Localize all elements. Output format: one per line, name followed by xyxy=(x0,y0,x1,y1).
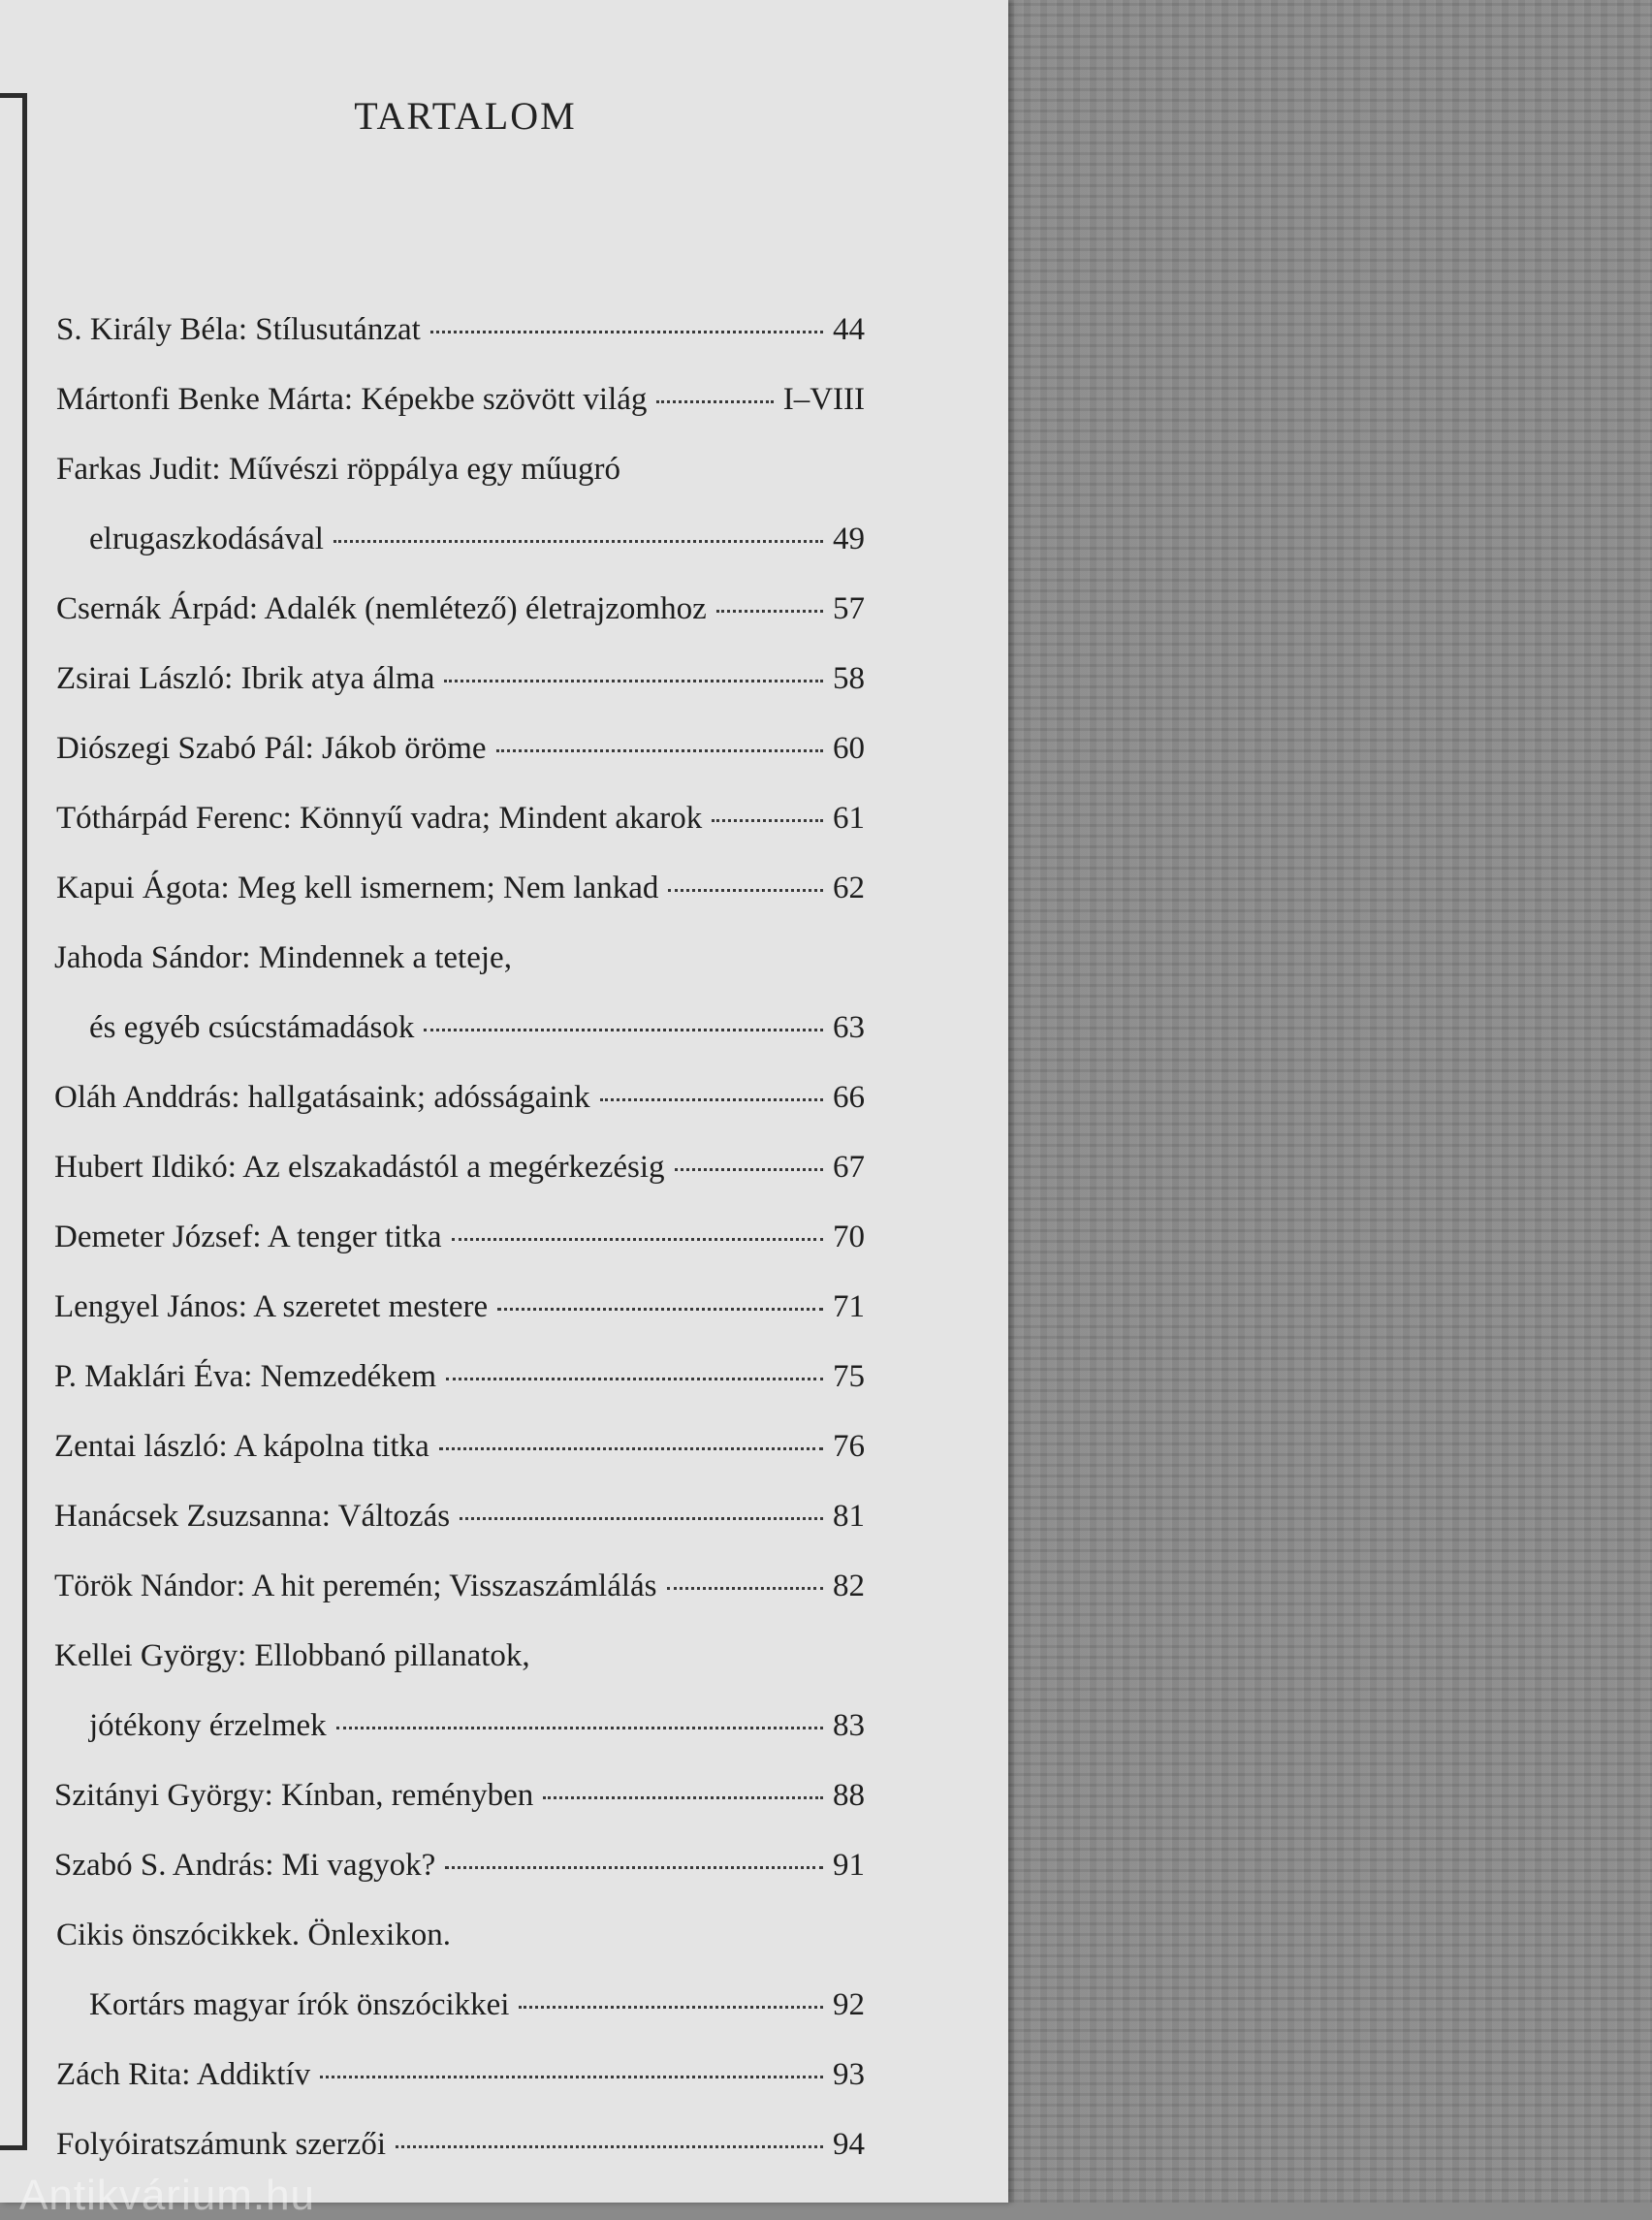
toc-entry-page: 81 xyxy=(833,1499,865,1534)
toc-entry xyxy=(56,312,865,355)
toc-entry-page: 57 xyxy=(833,591,865,626)
dot-leader xyxy=(496,749,823,752)
toc-entry-page: 76 xyxy=(833,1429,865,1464)
toc-entry-title: elrugaszkodásával xyxy=(89,522,324,556)
dot-leader xyxy=(445,1866,823,1869)
toc-entry-title: jótékony érzelmek xyxy=(89,1708,327,1743)
toc-entry-page: 62 xyxy=(833,871,865,905)
toc-entry-title: Kellei György: Ellobbanó pillanatok, xyxy=(54,1638,530,1673)
toc-entry xyxy=(56,591,865,634)
toc-entry-title: Mártonfi Benke Márta: Képekbe szövött világ xyxy=(56,382,648,417)
toc-entry xyxy=(54,1848,865,1890)
toc-entry xyxy=(89,1708,865,1751)
toc-entry-page: 88 xyxy=(833,1778,865,1813)
dot-leader xyxy=(430,331,823,333)
toc-entry-page: 60 xyxy=(833,731,865,766)
toc-entry-title: Szitányi György: Kínban, reményben xyxy=(54,1778,534,1813)
page-title: TARTALOM xyxy=(354,94,577,138)
toc-entry-title: Török Nándor: A hit peremén; Visszaszámlálás xyxy=(54,1569,657,1603)
toc-entry-page: 94 xyxy=(833,2127,865,2162)
dot-leader xyxy=(336,1727,823,1729)
dot-leader xyxy=(320,2076,823,2078)
toc-entry-page: 71 xyxy=(833,1289,865,1324)
toc-entry-page: 58 xyxy=(833,661,865,696)
toc-entry-page: 93 xyxy=(833,2057,865,2092)
toc-entry-title: Zách Rita: Addiktív xyxy=(56,2057,311,2092)
toc-entry xyxy=(54,1220,865,1262)
dot-leader xyxy=(656,400,773,403)
toc-entry xyxy=(54,1429,865,1472)
toc-entry-title: Hanácsek Zsuzsanna: Változás xyxy=(54,1499,451,1534)
toc-entry-title: Lengyel János: A szeretet mestere xyxy=(54,1289,489,1324)
toc-entry-page: 91 xyxy=(833,1848,865,1883)
toc-entry-page: 66 xyxy=(833,1080,865,1115)
toc-entry xyxy=(56,2127,865,2170)
toc-entry-page: 75 xyxy=(833,1359,865,1394)
toc-entry-title: Kapui Ágota: Meg kell ismernem; Nem lankad xyxy=(56,871,659,905)
toc-entry-page: 61 xyxy=(833,801,865,836)
toc-entry xyxy=(54,1359,865,1402)
toc-entry xyxy=(54,1778,865,1821)
dot-leader xyxy=(396,2145,823,2148)
toc-entry-title: P. Maklári Éva: Nemzedékem xyxy=(54,1359,437,1394)
dot-leader xyxy=(452,1238,823,1241)
dot-leader xyxy=(716,610,823,613)
dot-leader xyxy=(460,1517,823,1520)
toc-entry xyxy=(56,731,865,774)
dot-leader xyxy=(600,1098,823,1101)
toc-entry-title: Zentai lászló: A kápolna titka xyxy=(54,1429,429,1464)
toc-entry-page: 92 xyxy=(833,1987,865,2022)
toc-entry-page: 67 xyxy=(833,1150,865,1185)
toc-entry xyxy=(89,522,865,564)
dot-leader xyxy=(497,1308,823,1311)
toc-entry xyxy=(56,871,865,913)
toc-entry xyxy=(56,452,620,494)
toc-entry xyxy=(89,1987,865,2030)
toc-entry xyxy=(56,382,865,425)
toc-entry-title: Csernák Árpád: Adalék (nemlétező) életrajzomhoz xyxy=(56,591,707,626)
toc-entry-title: és egyéb csúcstámadások xyxy=(89,1010,415,1045)
toc-entry-title: Szabó S. András: Mi vagyok? xyxy=(54,1848,436,1883)
toc-entry xyxy=(54,940,512,983)
toc-entry xyxy=(54,1569,865,1611)
toc-entry-page: 83 xyxy=(833,1708,865,1743)
toc-entry-title: Zsirai László: Ibrik atya álma xyxy=(56,661,435,696)
toc-entry xyxy=(56,2057,865,2100)
toc-entry-title: Cikis önszócikkek. Önlexikon. xyxy=(56,1918,451,1952)
dot-leader xyxy=(439,1447,823,1450)
toc-entry-page: 70 xyxy=(833,1220,865,1254)
dot-leader xyxy=(424,1029,823,1031)
toc-entry-title: Tóthárpád Ferenc: Könnyű vadra; Mindent akarok xyxy=(56,801,703,836)
dot-leader xyxy=(668,889,823,892)
toc-entry xyxy=(54,1638,530,1681)
toc-entry-title: Farkas Judit: Művészi röppálya egy műugró xyxy=(56,452,620,487)
toc-entry xyxy=(54,1499,865,1541)
toc-entry-title: Hubert Ildikó: Az elszakadástól a megérkezésig xyxy=(54,1150,665,1185)
toc-entry-page: 49 xyxy=(833,522,865,556)
toc-entry-title: Folyóiratszámunk szerzői xyxy=(56,2127,386,2162)
toc-entry-page: I–VIII xyxy=(782,382,865,417)
watermark: Antikvárium.hu xyxy=(19,2172,316,2219)
toc-entry-title: Demeter József: A tenger titka xyxy=(54,1220,442,1254)
toc-entry-title: S. Király Béla: Stílusutánzat xyxy=(56,312,421,347)
dot-leader xyxy=(675,1168,823,1171)
toc-entry-title: Kortárs magyar írók önszócikkei xyxy=(89,1987,510,2022)
toc-entry xyxy=(56,801,865,843)
dot-leader xyxy=(519,2006,823,2009)
dot-leader xyxy=(334,540,823,543)
toc-entry-title: Oláh Anddrás: hallgatásaink; adósságaink xyxy=(54,1080,590,1115)
toc-entry xyxy=(54,1080,865,1123)
toc-entry xyxy=(89,1010,865,1053)
dot-leader xyxy=(446,1378,823,1380)
dot-leader xyxy=(444,680,823,682)
toc-entry-title: Jahoda Sándor: Mindennek a teteje, xyxy=(54,940,512,975)
toc-entry xyxy=(56,1918,451,1960)
toc-entry xyxy=(54,1150,865,1192)
dot-leader xyxy=(543,1796,823,1799)
toc-entry xyxy=(56,661,865,704)
dot-leader xyxy=(667,1587,823,1590)
dot-leader xyxy=(712,819,823,822)
toc-entry-page: 63 xyxy=(833,1010,865,1045)
toc-entry-title: Diószegi Szabó Pál: Jákob öröme xyxy=(56,731,487,766)
toc-entry xyxy=(54,1289,865,1332)
toc-entry-page: 82 xyxy=(833,1569,865,1603)
toc-entry-page: 44 xyxy=(833,312,865,347)
